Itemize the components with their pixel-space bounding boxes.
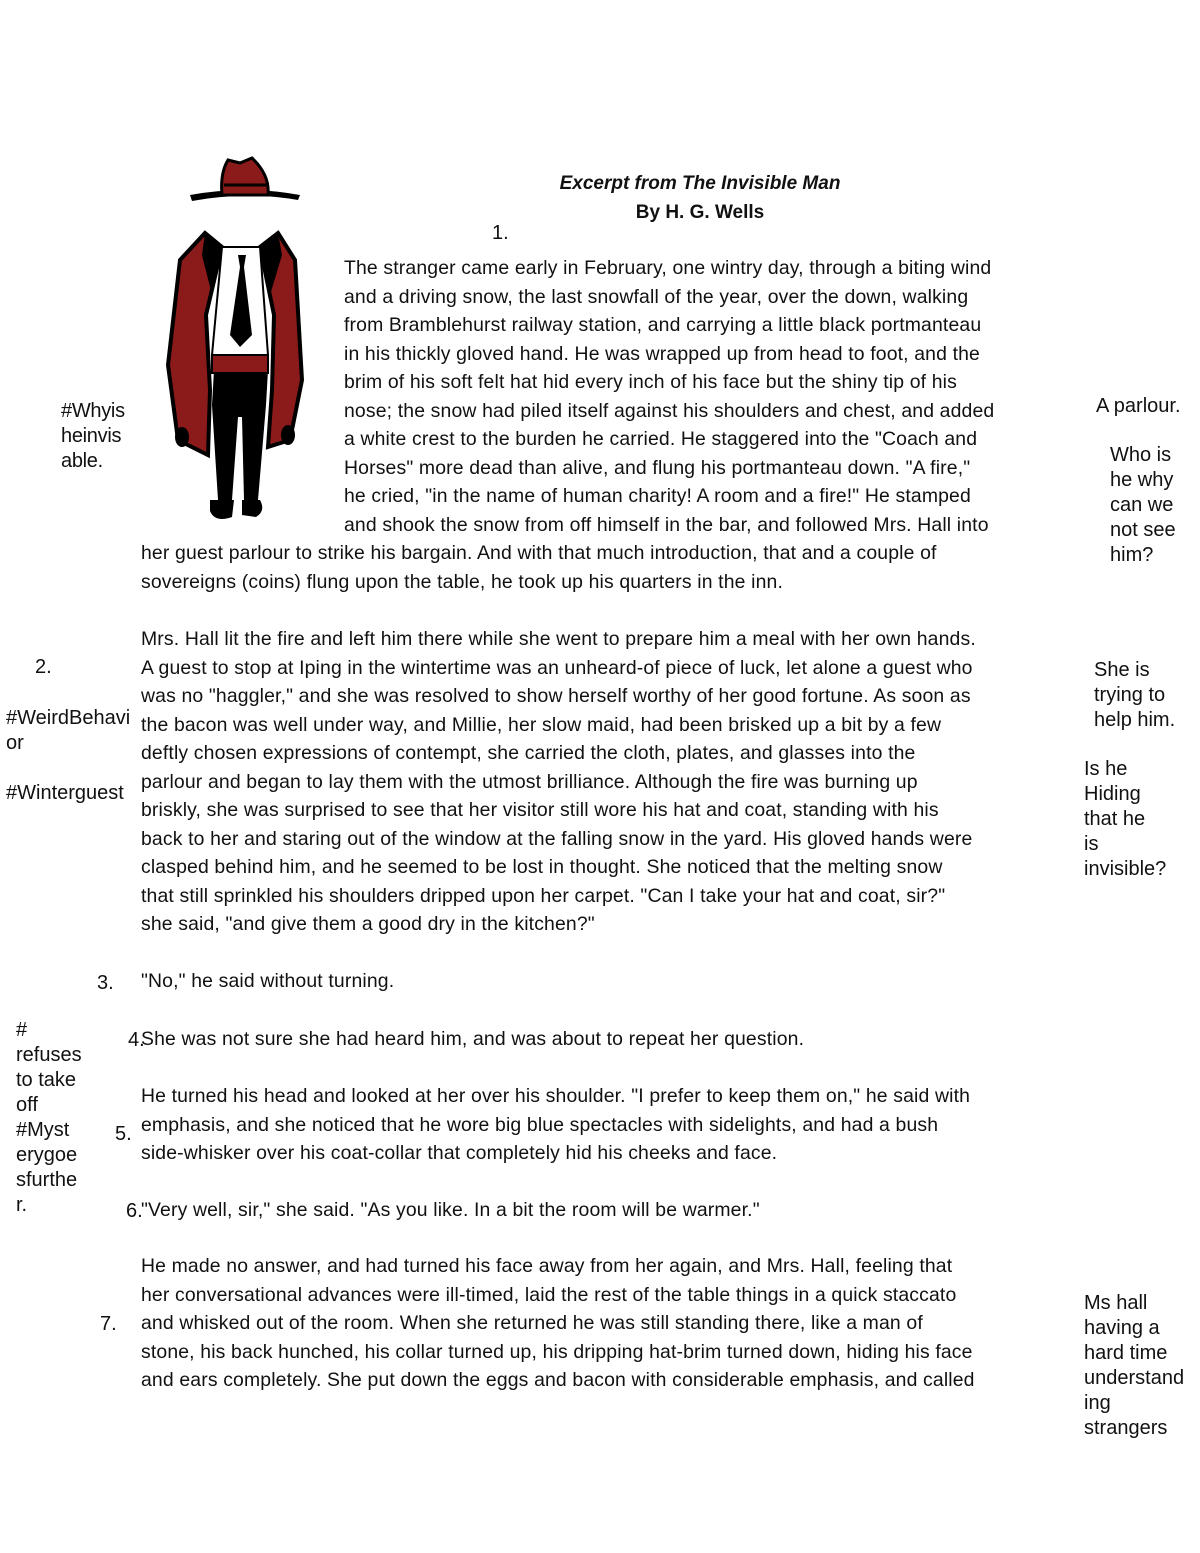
annotation-right-who-is-he: Who is he why can we not see him? xyxy=(1110,444,1176,566)
paragraph-number-5: 5. xyxy=(115,1123,132,1145)
annotation-right-help-him: She is trying to help him. xyxy=(1094,659,1176,731)
paragraph-7: He made no answer, and had turned his face away from her again, and Mrs. Hall, feeling that her conversational advances were ill-timed, laid the rest of the table things in a quick staccato and whisked out of the room. When she returned he was still standing there, like a man of stone, his back hunched, his collar turned up, his dripping hat-brim turned down, hiding his face and ears completely. She put down the eggs and bacon with considerable emphasis, and called xyxy=(141,1255,975,1391)
paragraph-number-4: 4. xyxy=(128,1029,145,1051)
paragraph-6: "Very well, sir," she said. "As you like. In a bit the room will be warmer." xyxy=(141,1199,760,1221)
document-author: By H. G. Wells xyxy=(635,202,765,223)
annotation-left-refuses: # refuses to take off #Myst erygoe sfurthe r. xyxy=(16,1019,82,1216)
paragraph-2: Mrs. Hall lit the fire and left him there while she went to prepare him a meal with her own hands. A guest to stop at Iping in the wintertime was an unheard-of piece of luck, let alone a guest who was no "haggler," and she was resolved to show herself worthy of her good fortune. As soon as the bacon was well under way, and Millie, her slow maid, had been brisked up a bit by a few deftly chosen expressions of contempt, she carried the cloth, plates, and glasses into the parlour and began to lay them with the utmost brilliance. Although the fire was burning up briskly, she was surprised to see that her visitor still wore his hat and coat, standing with his back to her and staring out of the window at the falling snow in the yard. His gloved hands were clasped behind him, and he seemed to be lost in thought. She noticed that the melting snow that still sprinkled his shoulders dripped upon her carpet. "Can I take your hat and coat, sir?" she said, "and give them a good dry in the kitchen?" xyxy=(141,628,976,935)
annotation-right-parlour: A parlour. xyxy=(1096,395,1181,417)
annotation-right-hiding: Is he Hiding that he is invisible? xyxy=(1084,758,1167,880)
paragraph-number-1: 1. xyxy=(492,222,509,244)
annotation-left-winter-guest: #Winterguest xyxy=(6,782,124,804)
annotation-right-ms-hall: Ms hall having a hard time understand ing strangers xyxy=(1084,1292,1185,1439)
paragraph-1: The stranger came early in February, one wintry day, through a biting wind and a driving snow, the last snowfall of the year, over the down, walking from Bramblehurst railway station, and carrying a little black portmanteau in his thickly gloved hand. He was wrapped up from head to foot, and the brim of his soft felt hat hid every inch of his face but the shiny tip of his nose; the snow had piled itself against his shoulders and chest, and added a white crest to the burden he carried. He staggered into the "Coach and Horses" more dead than alive, and flung his portmanteau down. "A fire," he cried, "in the name of human charity! A room and a fire!" He stamped and shook the snow from off himself in the bar, and followed Mrs. Hall into xyxy=(344,257,995,536)
paragraph-number-3: 3. xyxy=(97,972,114,994)
paragraph-number-2: 2. xyxy=(35,656,52,678)
paragraph-5: He turned his head and looked at her over his shoulder. "I prefer to keep them on," he said with emphasis, and she noticed that he wore big blue spectacles with sidelights, and had a bush side-whisker over his coat-collar that completely hid his cheeks and face. xyxy=(141,1085,971,1164)
annotation-left-weird-behavior: #WeirdBehavi or xyxy=(6,707,131,754)
document-title: Excerpt from The Invisible Man xyxy=(559,173,841,194)
paragraph-number-7: 7. xyxy=(100,1313,117,1335)
paragraph-number-6: 6. xyxy=(126,1200,143,1222)
paragraph-1-tail: her guest parlour to strike his bargain. And with that much introduction, that and a couple of sovereigns (coins) flung upon the table, he took up his quarters in the inn. xyxy=(141,542,937,593)
paragraph-3: "No," he said without turning. xyxy=(141,970,395,992)
annotation-left-why-invisible: #Whyis heinvis able. xyxy=(61,400,125,472)
paragraph-4: She was not sure she had heard him, and was about to repeat her question. xyxy=(141,1028,805,1050)
